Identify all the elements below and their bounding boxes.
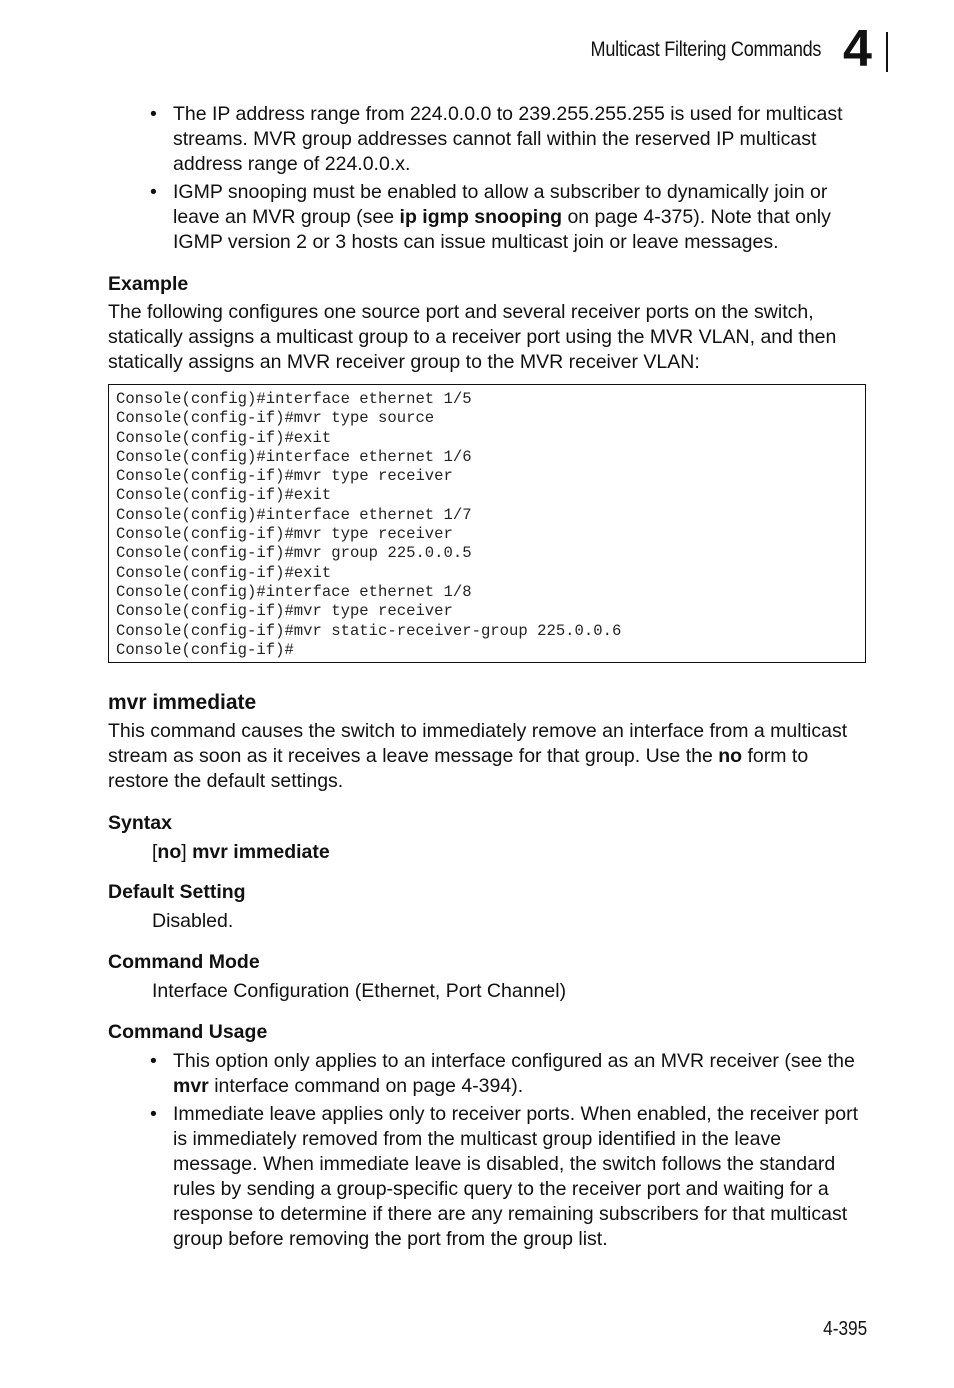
- code-line: Console(config-if)#mvr type receiver: [116, 525, 453, 544]
- code-line: Console(config-if)#mvr type receiver: [116, 467, 453, 486]
- code-line: Console(config)#interface ethernet 1/8: [116, 582, 472, 601]
- command-mode-value: Interface Configuration (Ethernet, Port Channel): [152, 980, 567, 1002]
- code-line: Console(config)#interface ethernet 1/6: [116, 447, 472, 466]
- default-setting-heading: Default Setting: [108, 881, 246, 903]
- code-line: Console(config-if)#mvr type receiver: [116, 602, 453, 621]
- command-usage-heading: Command Usage: [108, 1021, 268, 1043]
- code-line: Console(config-if)#: [116, 640, 294, 659]
- syntax-heading: Syntax: [108, 812, 172, 834]
- code-line: Console(config)#interface ethernet 1/5: [116, 390, 472, 408]
- example-paragraph: The following configures one source port and several receiver ports on the switch, statically assigns a multicast group to a receiver port using the MVR VLAN, and then statically assigns an MVR receiver group to the MVR receiver VLAN:: [108, 301, 837, 373]
- code-line: Console(config-if)#exit: [116, 486, 332, 505]
- code-line: Console(config-if)#exit: [116, 428, 332, 447]
- code-line: Console(config-if)#mvr group 225.0.0.5: [116, 544, 472, 563]
- command-reference: ip igmp snooping: [399, 206, 563, 228]
- code-line: Console(config-if)#mvr static-receiver-group 225.0.0.6: [116, 621, 622, 640]
- command-heading: mvr immediate: [108, 691, 257, 714]
- example-heading: Example: [108, 273, 189, 295]
- list-item: • Immediate leave applies only to receiver ports. When enabled, the receiver port is immediately removed from the multicast group identified in the leave message. When immediate leave is disabled, the switch follows the standard rules by sending a group-specific query to the receiver port and waiting for a response to determine if there are any remaining subscribers for that multicast group before removing the port from the group list.: [150, 1102, 870, 1252]
- page-number: 4-395: [823, 1318, 867, 1340]
- top-bullet-list: [150, 102, 870, 258]
- code-line: Console(config-if)#exit: [116, 563, 332, 582]
- command-reference: mvr: [173, 1075, 209, 1097]
- chapter-number-badge: [843, 20, 888, 78]
- code-example-box: [108, 384, 866, 663]
- list-item: • The IP address range from 224.0.0.0 to 239.255.255.255 is used for multicast streams. MVR group addresses cannot fall within the reserved IP multicast address range of 224.0.0.x.: [150, 102, 870, 177]
- chapter-divider: [886, 32, 888, 72]
- code-line: Console(config-if)#mvr type source: [116, 409, 435, 428]
- default-setting-value: Disabled.: [152, 910, 234, 932]
- list-item: • IGMP snooping must be enabled to allow a subscriber to dynamically join or leave an MVR group (see ip igmp snooping on page 4-375). Note that only IGMP version 2 or 3 hosts can issue multicast join or leave messages.: [150, 180, 870, 255]
- code-line: Console(config)#interface ethernet 1/7: [116, 505, 472, 524]
- list-item: • This option only applies to an interface configured as an MVR receiver (see the mvr interface command on page 4-394).: [150, 1049, 870, 1099]
- running-header: Multicast Filtering Commands: [590, 38, 821, 61]
- syntax-line: [no] mvr immediate: [152, 841, 330, 863]
- command-description: This command causes the switch to immediately remove an interface from a multicast stream as soon as it receives a leave message for that group. Use the no form to restore the default settings.: [108, 720, 848, 792]
- chapter-number: 4: [843, 20, 872, 78]
- command-mode-heading: Command Mode: [108, 951, 260, 973]
- usage-bullet-list: [150, 1049, 870, 1255]
